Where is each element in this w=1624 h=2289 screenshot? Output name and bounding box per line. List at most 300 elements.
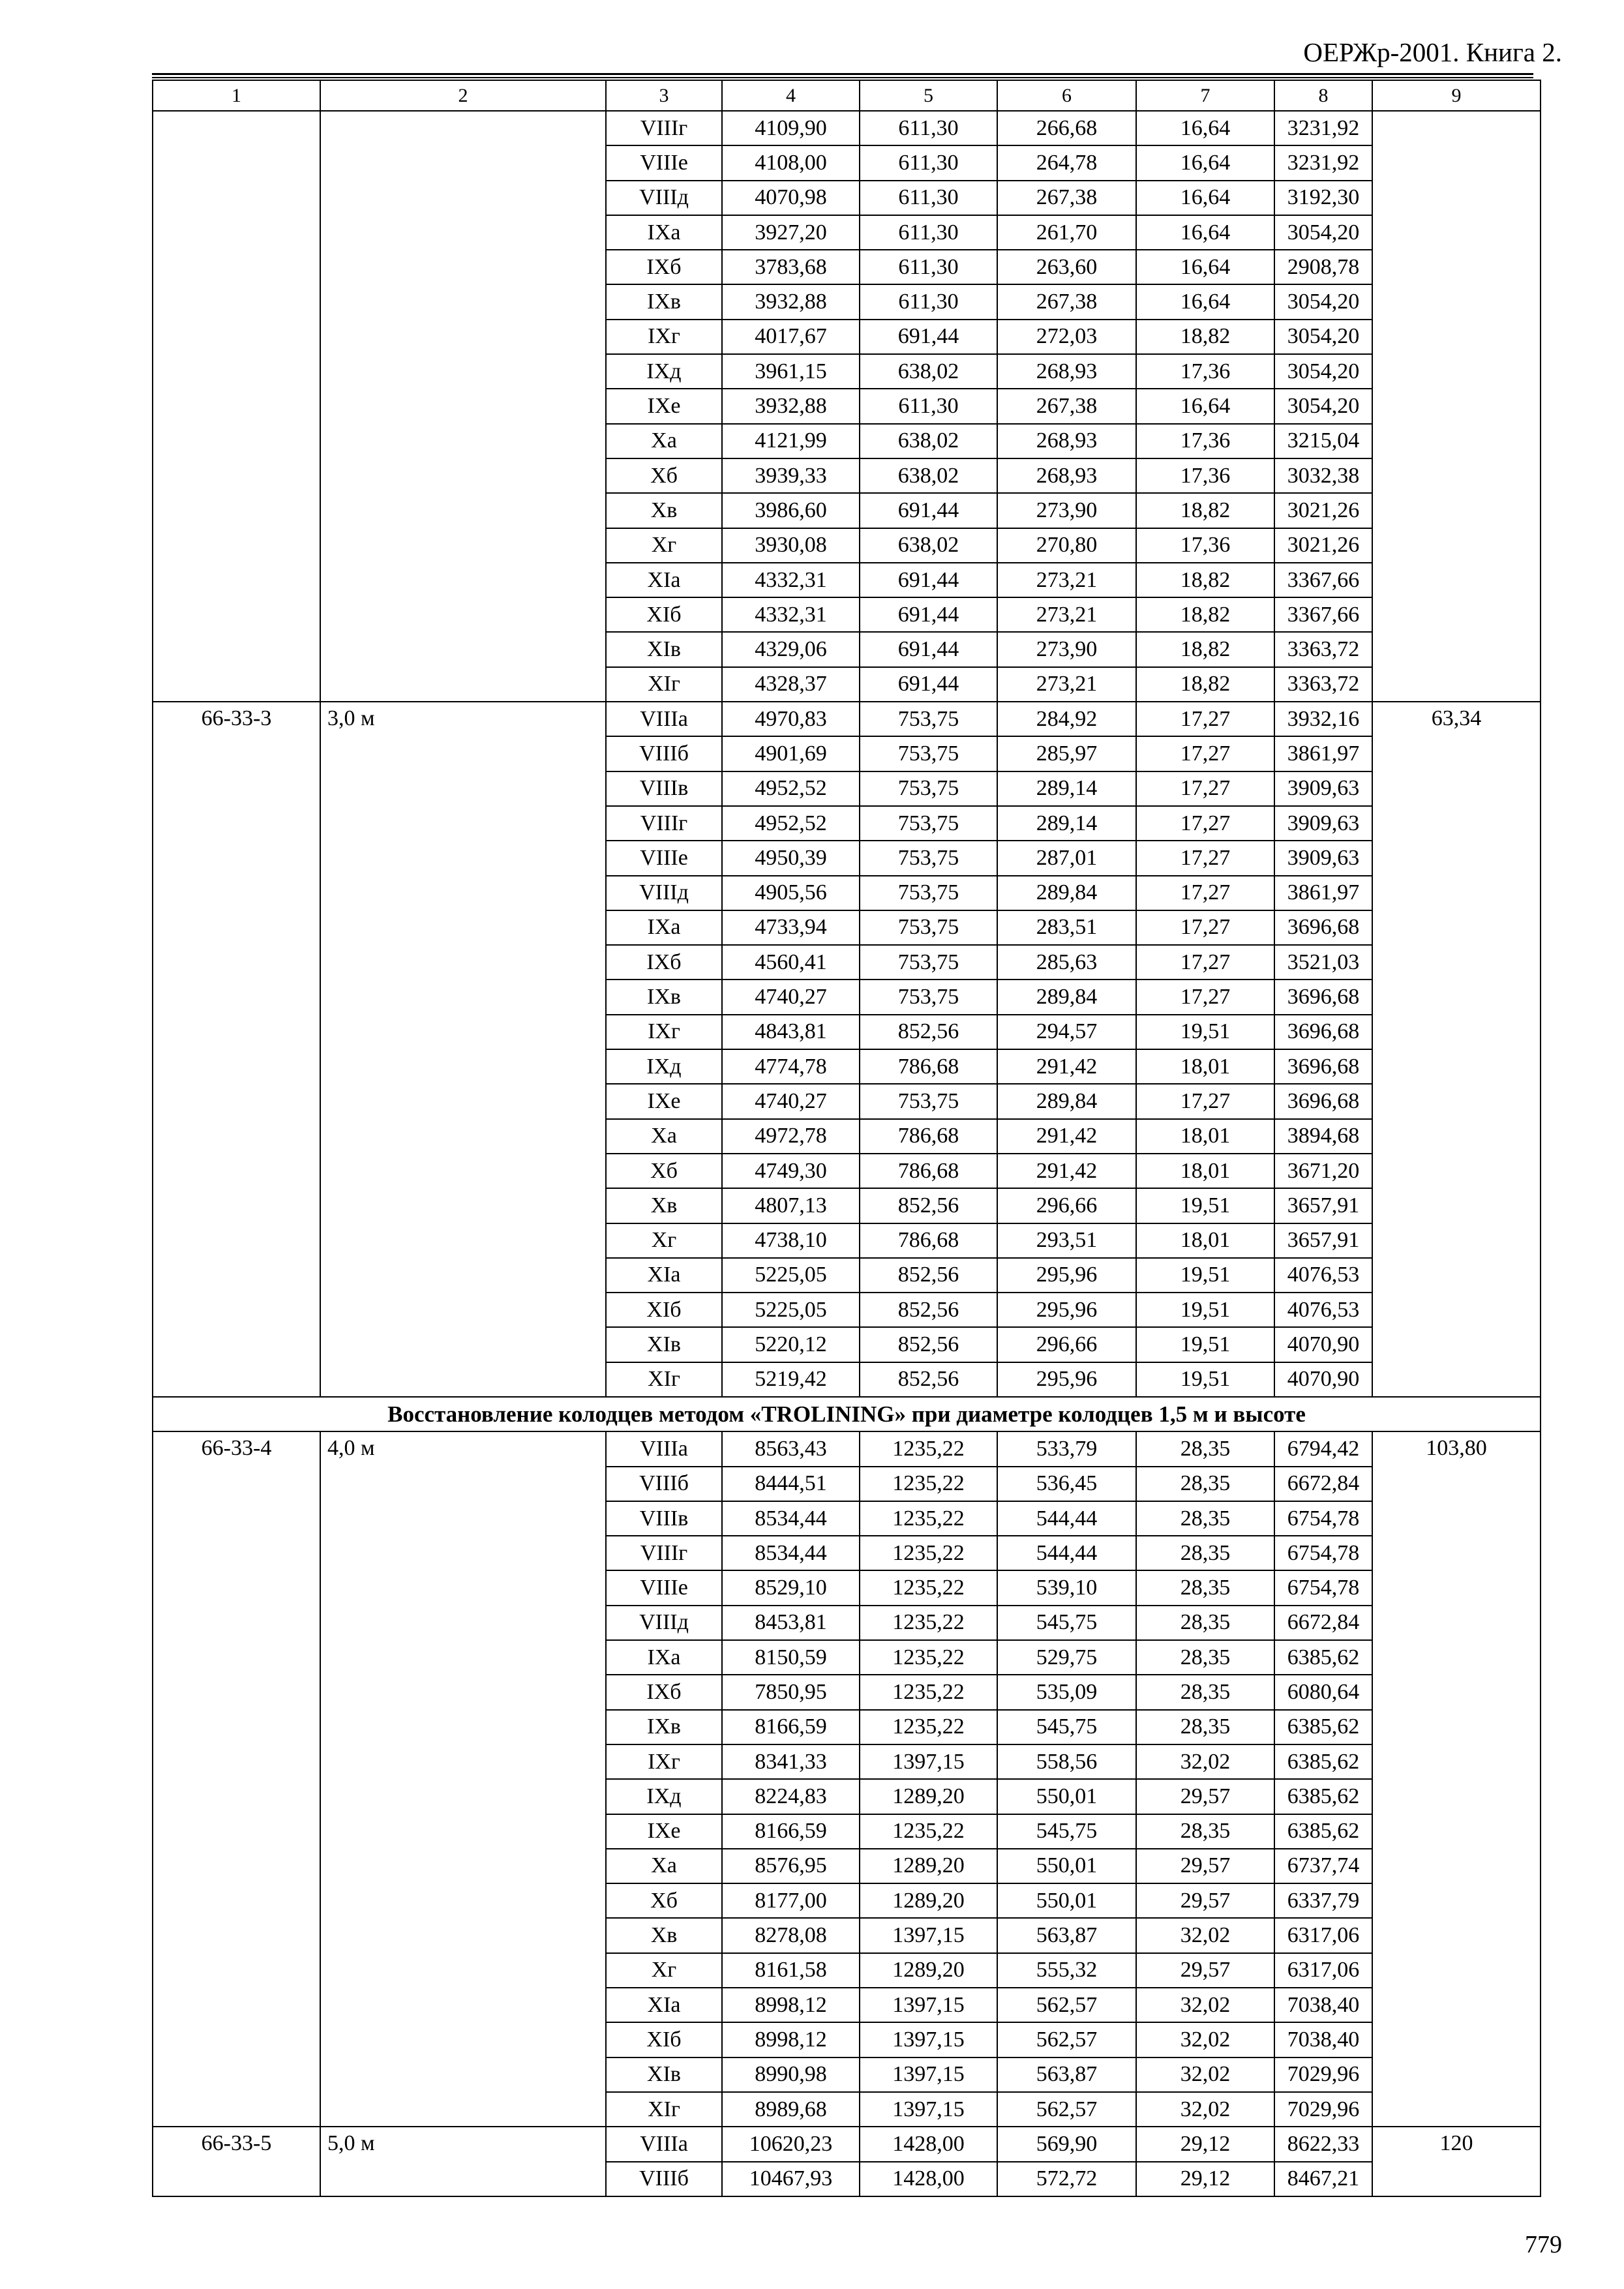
value-col4: 4738,10 xyxy=(722,1223,860,1258)
value-col5: 753,75 xyxy=(860,736,997,771)
value-col7: 29,57 xyxy=(1136,1883,1274,1918)
class-cell: VIIIг xyxy=(606,1536,722,1570)
value-col5: 611,30 xyxy=(860,389,997,423)
value-col7: 17,27 xyxy=(1136,910,1274,945)
value-col6: 539,10 xyxy=(997,1570,1136,1605)
value-col8: 3054,20 xyxy=(1274,320,1372,354)
value-col8: 3215,04 xyxy=(1274,424,1372,458)
value-col6: 264,78 xyxy=(997,145,1136,180)
value-col7: 17,36 xyxy=(1136,458,1274,493)
class-cell: VIIIв xyxy=(606,771,722,806)
value-col5: 1235,22 xyxy=(860,1606,997,1640)
value-col5: 638,02 xyxy=(860,424,997,458)
value-col4: 10620,23 xyxy=(722,2127,860,2161)
value-col8: 6672,84 xyxy=(1274,1467,1372,1501)
value-col7: 17,36 xyxy=(1136,354,1274,389)
value-col6: 287,01 xyxy=(997,841,1136,875)
value-col5: 852,56 xyxy=(860,1258,997,1293)
value-col4: 4774,78 xyxy=(722,1049,860,1084)
value-col7: 17,36 xyxy=(1136,424,1274,458)
value-col7: 17,27 xyxy=(1136,841,1274,875)
value-col6: 545,75 xyxy=(997,1814,1136,1849)
value-col8: 6737,74 xyxy=(1274,1849,1372,1883)
value-col8: 4070,90 xyxy=(1274,1327,1372,1362)
value-col5: 1235,22 xyxy=(860,1710,997,1744)
value-col8: 3521,03 xyxy=(1274,945,1372,980)
value-col5: 786,68 xyxy=(860,1154,997,1188)
class-cell: IXг xyxy=(606,1015,722,1049)
value-col5: 753,75 xyxy=(860,841,997,875)
value-col6: 285,63 xyxy=(997,945,1136,980)
value-col4: 8341,33 xyxy=(722,1744,860,1779)
value-col8: 3909,63 xyxy=(1274,806,1372,841)
value-col5: 1289,20 xyxy=(860,1779,997,1814)
value-col8: 6385,62 xyxy=(1274,1814,1372,1849)
value-col4: 4121,99 xyxy=(722,424,860,458)
value-col4: 8166,59 xyxy=(722,1814,860,1849)
value-col6: 289,14 xyxy=(997,771,1136,806)
value-col6: 545,75 xyxy=(997,1606,1136,1640)
class-cell: XIв xyxy=(606,2057,722,2092)
value-col5: 638,02 xyxy=(860,528,997,563)
value-col5: 1235,22 xyxy=(860,1536,997,1570)
column-number: 3 xyxy=(606,80,722,111)
value-col6: 273,21 xyxy=(997,597,1136,632)
value-col7: 18,82 xyxy=(1136,563,1274,597)
table-row xyxy=(153,1431,1541,1466)
value-col7: 32,02 xyxy=(1136,1918,1274,1952)
value-col8: 6385,62 xyxy=(1274,1710,1372,1744)
value-col6: 273,21 xyxy=(997,563,1136,597)
class-cell: Xа xyxy=(606,1119,722,1154)
value-col8: 6754,78 xyxy=(1274,1570,1372,1605)
class-cell: XIв xyxy=(606,632,722,666)
class-cell: XIб xyxy=(606,597,722,632)
value-col7: 29,12 xyxy=(1136,2127,1274,2161)
value-col4: 8150,59 xyxy=(722,1640,860,1675)
class-cell: IXг xyxy=(606,320,722,354)
value-col6: 533,79 xyxy=(997,1431,1136,1466)
value-col8: 3932,16 xyxy=(1274,702,1372,736)
class-cell: IXе xyxy=(606,1814,722,1849)
value-col6: 285,97 xyxy=(997,736,1136,771)
value-col7: 17,27 xyxy=(1136,945,1274,980)
class-cell: IXе xyxy=(606,389,722,423)
extra-cell xyxy=(1372,111,1541,702)
value-col4: 5219,42 xyxy=(722,1362,860,1397)
value-col6: 263,60 xyxy=(997,250,1136,284)
value-col4: 8278,08 xyxy=(722,1918,860,1952)
column-number: 4 xyxy=(722,80,860,111)
value-col8: 7029,96 xyxy=(1274,2092,1372,2127)
value-col7: 16,64 xyxy=(1136,111,1274,145)
value-col8: 3192,30 xyxy=(1274,181,1372,215)
value-col5: 753,75 xyxy=(860,1084,997,1118)
value-col4: 4843,81 xyxy=(722,1015,860,1049)
header-rule xyxy=(152,73,1533,75)
value-col7: 18,82 xyxy=(1136,493,1274,528)
value-col7: 32,02 xyxy=(1136,2057,1274,2092)
value-col5: 852,56 xyxy=(860,1293,997,1327)
value-col8: 7038,40 xyxy=(1274,2022,1372,2057)
class-cell: XIа xyxy=(606,1988,722,2022)
value-col8: 6754,78 xyxy=(1274,1536,1372,1570)
value-col6: 544,44 xyxy=(997,1501,1136,1536)
value-col6: 268,93 xyxy=(997,354,1136,389)
class-cell: VIIIб xyxy=(606,736,722,771)
value-col7: 18,82 xyxy=(1136,667,1274,702)
value-col5: 1235,22 xyxy=(860,1467,997,1501)
value-col4: 4070,98 xyxy=(722,181,860,215)
value-col8: 6385,62 xyxy=(1274,1640,1372,1675)
value-col5: 786,68 xyxy=(860,1223,997,1258)
value-col7: 16,64 xyxy=(1136,389,1274,423)
value-col6: 284,92 xyxy=(997,702,1136,736)
column-number: 7 xyxy=(1136,80,1274,111)
value-col6: 550,01 xyxy=(997,1779,1136,1814)
class-cell: Xг xyxy=(606,1223,722,1258)
class-cell: VIIIг xyxy=(606,806,722,841)
value-col7: 18,01 xyxy=(1136,1119,1274,1154)
value-col4: 8576,95 xyxy=(722,1849,860,1883)
value-col7: 28,35 xyxy=(1136,1467,1274,1501)
value-col4: 4733,94 xyxy=(722,910,860,945)
value-col6: 569,90 xyxy=(997,2127,1136,2161)
class-cell: VIIIе xyxy=(606,145,722,180)
class-cell: IXб xyxy=(606,945,722,980)
value-col5: 1397,15 xyxy=(860,2092,997,2127)
value-col5: 753,75 xyxy=(860,910,997,945)
value-col6: 267,38 xyxy=(997,181,1136,215)
value-col5: 753,75 xyxy=(860,980,997,1014)
value-col7: 18,82 xyxy=(1136,597,1274,632)
value-col4: 7850,95 xyxy=(722,1675,860,1709)
value-col8: 8622,33 xyxy=(1274,2127,1372,2161)
value-col4: 3939,33 xyxy=(722,458,860,493)
value-col8: 3021,26 xyxy=(1274,493,1372,528)
value-col7: 16,64 xyxy=(1136,215,1274,250)
value-col8: 8467,21 xyxy=(1274,2162,1372,2196)
value-col7: 28,35 xyxy=(1136,1640,1274,1675)
value-col4: 3932,88 xyxy=(722,389,860,423)
value-col7: 16,64 xyxy=(1136,284,1274,319)
height-cell: 3,0 м xyxy=(320,702,606,1397)
value-col6: 267,38 xyxy=(997,284,1136,319)
value-col5: 1289,20 xyxy=(860,1849,997,1883)
class-cell: IXд xyxy=(606,1049,722,1084)
value-col4: 4109,90 xyxy=(722,111,860,145)
class-cell: VIIIе xyxy=(606,1570,722,1605)
extra-cell: 63,34 xyxy=(1372,702,1541,1397)
value-col5: 1289,20 xyxy=(860,1883,997,1918)
value-col4: 4905,56 xyxy=(722,876,860,910)
height-cell: 5,0 м xyxy=(320,2127,606,2196)
value-col6: 294,57 xyxy=(997,1015,1136,1049)
value-col8: 4076,53 xyxy=(1274,1293,1372,1327)
value-col5: 691,44 xyxy=(860,597,997,632)
value-col7: 32,02 xyxy=(1136,2092,1274,2127)
value-col6: 563,87 xyxy=(997,2057,1136,2092)
value-col7: 18,82 xyxy=(1136,632,1274,666)
value-col8: 3894,68 xyxy=(1274,1119,1372,1154)
value-col4: 3927,20 xyxy=(722,215,860,250)
value-col4: 4017,67 xyxy=(722,320,860,354)
value-col7: 28,35 xyxy=(1136,1431,1274,1466)
value-col4: 4970,83 xyxy=(722,702,860,736)
value-col4: 4740,27 xyxy=(722,980,860,1014)
value-col6: 268,93 xyxy=(997,424,1136,458)
value-col5: 638,02 xyxy=(860,354,997,389)
class-cell: IXв xyxy=(606,1710,722,1744)
value-col7: 28,35 xyxy=(1136,1606,1274,1640)
value-col6: 273,90 xyxy=(997,632,1136,666)
value-col6: 261,70 xyxy=(997,215,1136,250)
class-cell: XIа xyxy=(606,563,722,597)
class-cell: Xг xyxy=(606,528,722,563)
value-col7: 17,27 xyxy=(1136,876,1274,910)
value-col7: 28,35 xyxy=(1136,1675,1274,1709)
value-col7: 28,35 xyxy=(1136,1536,1274,1570)
value-col6: 295,96 xyxy=(997,1293,1136,1327)
value-col5: 1397,15 xyxy=(860,2057,997,2092)
value-col4: 8534,44 xyxy=(722,1536,860,1570)
value-col7: 29,57 xyxy=(1136,1849,1274,1883)
value-col6: 289,84 xyxy=(997,980,1136,1014)
value-col5: 1397,15 xyxy=(860,1918,997,1952)
value-col5: 753,75 xyxy=(860,806,997,841)
value-col5: 1235,22 xyxy=(860,1640,997,1675)
value-col5: 753,75 xyxy=(860,876,997,910)
value-col4: 3986,60 xyxy=(722,493,860,528)
value-col8: 6385,62 xyxy=(1274,1779,1372,1814)
class-cell: XIа xyxy=(606,1258,722,1293)
value-col6: 272,03 xyxy=(997,320,1136,354)
value-col4: 4807,13 xyxy=(722,1188,860,1223)
value-col6: 289,14 xyxy=(997,806,1136,841)
value-col8: 6317,06 xyxy=(1274,1918,1372,1952)
class-cell: XIг xyxy=(606,667,722,702)
value-col8: 3696,68 xyxy=(1274,1049,1372,1084)
value-col6: 295,96 xyxy=(997,1258,1136,1293)
class-cell: VIIIд xyxy=(606,876,722,910)
value-col4: 8534,44 xyxy=(722,1501,860,1536)
value-col4: 5225,05 xyxy=(722,1293,860,1327)
value-col7: 19,51 xyxy=(1136,1188,1274,1223)
value-col8: 4070,90 xyxy=(1274,1362,1372,1397)
value-col5: 691,44 xyxy=(860,493,997,528)
value-col5: 786,68 xyxy=(860,1049,997,1084)
value-col5: 1397,15 xyxy=(860,1744,997,1779)
value-col7: 17,27 xyxy=(1136,806,1274,841)
value-col4: 8453,81 xyxy=(722,1606,860,1640)
value-col7: 16,64 xyxy=(1136,181,1274,215)
value-col4: 8989,68 xyxy=(722,2092,860,2127)
extra-cell: 103,80 xyxy=(1372,1431,1541,2127)
value-col7: 32,02 xyxy=(1136,2022,1274,2057)
value-col8: 3696,68 xyxy=(1274,910,1372,945)
value-col6: 545,75 xyxy=(997,1710,1136,1744)
value-col7: 19,51 xyxy=(1136,1327,1274,1362)
class-cell: VIIIг xyxy=(606,111,722,145)
value-col7: 19,51 xyxy=(1136,1258,1274,1293)
value-col4: 10467,93 xyxy=(722,2162,860,2196)
value-col8: 3054,20 xyxy=(1274,215,1372,250)
value-col7: 18,01 xyxy=(1136,1223,1274,1258)
value-col6: 536,45 xyxy=(997,1467,1136,1501)
value-col4: 4952,52 xyxy=(722,806,860,841)
value-col7: 28,35 xyxy=(1136,1710,1274,1744)
value-col8: 6317,06 xyxy=(1274,1953,1372,1988)
value-col4: 4332,31 xyxy=(722,563,860,597)
value-col4: 4740,27 xyxy=(722,1084,860,1118)
value-col4: 4108,00 xyxy=(722,145,860,180)
column-number: 5 xyxy=(860,80,997,111)
value-col5: 1235,22 xyxy=(860,1814,997,1849)
value-col5: 1397,15 xyxy=(860,1988,997,2022)
value-col5: 1289,20 xyxy=(860,1953,997,1988)
value-col5: 691,44 xyxy=(860,667,997,702)
value-col8: 3909,63 xyxy=(1274,771,1372,806)
value-col5: 753,75 xyxy=(860,702,997,736)
value-col4: 8563,43 xyxy=(722,1431,860,1466)
value-col8: 3696,68 xyxy=(1274,980,1372,1014)
section-heading-row xyxy=(153,1397,1541,1431)
value-col6: 266,68 xyxy=(997,111,1136,145)
code-cell: 66-33-5 xyxy=(153,2127,320,2196)
value-col4: 8444,51 xyxy=(722,1467,860,1501)
value-col7: 29,57 xyxy=(1136,1953,1274,1988)
value-col4: 4901,69 xyxy=(722,736,860,771)
value-col5: 611,30 xyxy=(860,181,997,215)
value-col6: 562,57 xyxy=(997,2022,1136,2057)
value-col8: 3363,72 xyxy=(1274,632,1372,666)
value-col5: 1397,15 xyxy=(860,2022,997,2057)
value-col7: 32,02 xyxy=(1136,1988,1274,2022)
class-cell: Xв xyxy=(606,1188,722,1223)
value-col5: 1235,22 xyxy=(860,1675,997,1709)
value-col8: 6754,78 xyxy=(1274,1501,1372,1536)
column-number: 9 xyxy=(1372,80,1541,111)
class-cell: VIIIа xyxy=(606,1431,722,1466)
value-col8: 3054,20 xyxy=(1274,389,1372,423)
page-number: 779 xyxy=(1525,2231,1562,2258)
value-col8: 3054,20 xyxy=(1274,284,1372,319)
value-col6: 544,44 xyxy=(997,1536,1136,1570)
value-col5: 611,30 xyxy=(860,215,997,250)
value-col4: 3932,88 xyxy=(722,284,860,319)
value-col7: 16,64 xyxy=(1136,145,1274,180)
value-col8: 6337,79 xyxy=(1274,1883,1372,1918)
value-col7: 17,27 xyxy=(1136,980,1274,1014)
value-col7: 17,27 xyxy=(1136,1084,1274,1118)
value-col4: 8166,59 xyxy=(722,1710,860,1744)
class-cell: Xв xyxy=(606,1918,722,1952)
value-col7: 28,35 xyxy=(1136,1570,1274,1605)
table-body xyxy=(153,80,1541,2196)
class-cell: IXа xyxy=(606,1640,722,1675)
value-col4: 8990,98 xyxy=(722,2057,860,2092)
value-col4: 8998,12 xyxy=(722,1988,860,2022)
class-cell: VIIIв xyxy=(606,1501,722,1536)
value-col5: 691,44 xyxy=(860,563,997,597)
value-col5: 852,56 xyxy=(860,1362,997,1397)
value-col7: 18,01 xyxy=(1136,1154,1274,1188)
value-col4: 4328,37 xyxy=(722,667,860,702)
value-col7: 28,35 xyxy=(1136,1814,1274,1849)
value-col4: 4952,52 xyxy=(722,771,860,806)
value-col6: 562,57 xyxy=(997,2092,1136,2127)
value-col6: 291,42 xyxy=(997,1049,1136,1084)
value-col6: 289,84 xyxy=(997,1084,1136,1118)
value-col5: 611,30 xyxy=(860,250,997,284)
column-number: 8 xyxy=(1274,80,1372,111)
value-col6: 293,51 xyxy=(997,1223,1136,1258)
class-cell: Xб xyxy=(606,1154,722,1188)
value-col6: 572,72 xyxy=(997,2162,1136,2196)
value-col6: 296,66 xyxy=(997,1188,1136,1223)
value-col8: 3671,20 xyxy=(1274,1154,1372,1188)
value-col4: 4749,30 xyxy=(722,1154,860,1188)
class-cell: VIIIа xyxy=(606,702,722,736)
height-cell: 4,0 м xyxy=(320,1431,606,2127)
class-cell: IXе xyxy=(606,1084,722,1118)
value-col7: 28,35 xyxy=(1136,1501,1274,1536)
value-col4: 4972,78 xyxy=(722,1119,860,1154)
value-col8: 6794,42 xyxy=(1274,1431,1372,1466)
value-col8: 6080,64 xyxy=(1274,1675,1372,1709)
value-col6: 550,01 xyxy=(997,1883,1136,1918)
value-col7: 29,12 xyxy=(1136,2162,1274,2196)
value-col8: 3909,63 xyxy=(1274,841,1372,875)
value-col5: 1235,22 xyxy=(860,1501,997,1536)
value-col8: 3657,91 xyxy=(1274,1188,1372,1223)
class-cell: Xа xyxy=(606,1849,722,1883)
value-col8: 3696,68 xyxy=(1274,1015,1372,1049)
code-cell: 66-33-3 xyxy=(153,702,320,1397)
class-cell: VIIIа xyxy=(606,2127,722,2161)
value-col8: 2908,78 xyxy=(1274,250,1372,284)
class-cell: XIб xyxy=(606,1293,722,1327)
value-col4: 3783,68 xyxy=(722,250,860,284)
column-number: 6 xyxy=(997,80,1136,111)
class-cell: Xв xyxy=(606,493,722,528)
value-col8: 3021,26 xyxy=(1274,528,1372,563)
value-col8: 3367,66 xyxy=(1274,597,1372,632)
value-col6: 562,57 xyxy=(997,1988,1136,2022)
value-col4: 8529,10 xyxy=(722,1570,860,1605)
value-col7: 16,64 xyxy=(1136,250,1274,284)
value-col4: 3930,08 xyxy=(722,528,860,563)
value-col6: 296,66 xyxy=(997,1327,1136,1362)
table-row xyxy=(153,111,1541,145)
value-col5: 691,44 xyxy=(860,320,997,354)
value-col8: 3367,66 xyxy=(1274,563,1372,597)
class-cell: Xа xyxy=(606,424,722,458)
value-col6: 555,32 xyxy=(997,1953,1136,1988)
class-cell: VIIIб xyxy=(606,1467,722,1501)
value-col4: 8998,12 xyxy=(722,2022,860,2057)
class-cell: IXб xyxy=(606,250,722,284)
value-col5: 753,75 xyxy=(860,945,997,980)
value-col8: 7038,40 xyxy=(1274,1988,1372,2022)
rates-table xyxy=(152,80,1541,2197)
class-cell: IXа xyxy=(606,910,722,945)
table-row xyxy=(153,2127,1541,2161)
value-col4: 8177,00 xyxy=(722,1883,860,1918)
value-col4: 4332,31 xyxy=(722,597,860,632)
value-col8: 3861,97 xyxy=(1274,736,1372,771)
value-col4: 8161,58 xyxy=(722,1953,860,1988)
